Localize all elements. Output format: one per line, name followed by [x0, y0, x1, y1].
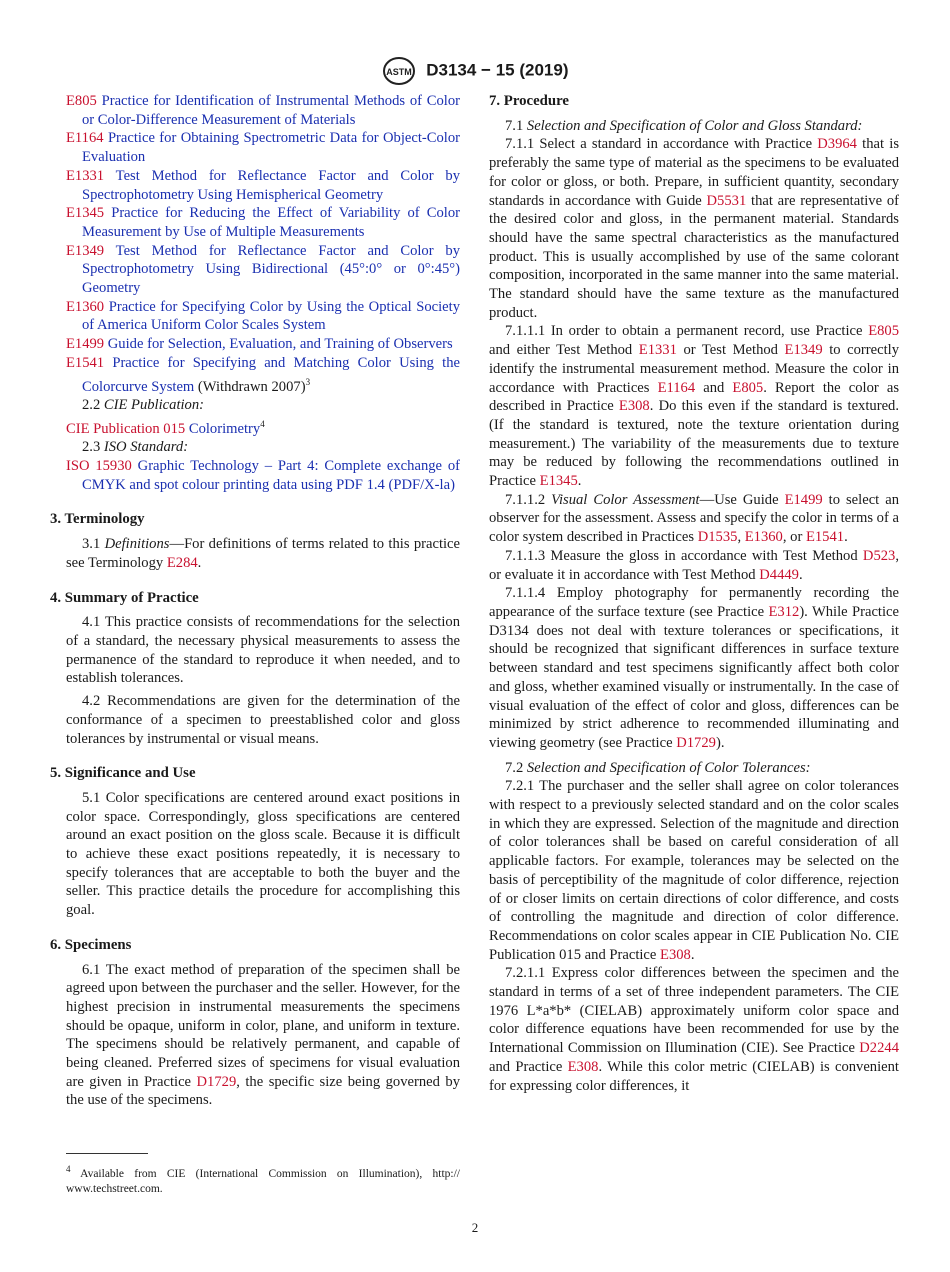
reference-code-link[interactable]: CIE Publication 015 — [66, 420, 186, 437]
footnote-marker: 3 — [305, 376, 311, 387]
reference-link[interactable]: E312 — [768, 603, 800, 620]
reference-link[interactable]: E1360 — [744, 529, 783, 546]
reference-link[interactable]: D2244 — [859, 1040, 899, 1057]
page-number: 2 — [471, 1220, 479, 1235]
left-column — [50, 92, 461, 1114]
cie-reference — [66, 415, 460, 439]
reference-item — [66, 129, 460, 166]
reference-title-link[interactable]: Practice for Specifying and Matching Color Using the Colorcurve System — [82, 354, 460, 395]
reference-title-link[interactable]: Test Method for Reflectance Factor and Color by Spectrophotometry Using Bidirectional (45°:0° or 0°:45°) Geometry — [82, 242, 460, 297]
reference-code-link[interactable]: E1349 — [66, 242, 105, 259]
footnote-marker: 4 — [260, 418, 265, 429]
paragraph: 7.2 Selection and Specification of Color Tolerances: — [505, 759, 811, 776]
paragraph: 7.1 Selection and Specification of Color and Gloss Standard: — [505, 117, 863, 134]
reference-link[interactable]: E805 — [868, 323, 899, 340]
reference-title-link[interactable]: Practice for Obtaining Spectrometric Data for Object-Color Evaluation — [82, 130, 460, 166]
paragraph: 5.1 Color specifications are centered around exact positions in color space. Correspondingly, gloss specifications are centered around an exact position on the gloss scale. Because it is difficult to achieve these exact positions repeatedly, it is necessary to specify tolerances that are acceptable to both the buyer and the seller. This practice details the procedure for accomplishing this goal. — [66, 789, 460, 919]
reference-title-link[interactable]: Practice for Reducing the Effect of Variability of Color Measurement by Use of Multiple Measurements — [82, 205, 460, 240]
reference-item — [66, 242, 460, 298]
reference-link[interactable]: D3964 — [817, 136, 857, 153]
reference-item — [66, 92, 460, 129]
reference-link[interactable]: D523 — [862, 547, 896, 564]
reference-title-link[interactable]: Practice for Identification of Instrumental Methods of Color or Color-Difference Measurement of Materials — [82, 93, 460, 128]
section-heading: 7. Procedure — [489, 93, 569, 109]
page-header — [0, 56, 950, 86]
reference-link[interactable]: E1345 — [539, 473, 578, 490]
reference-item — [66, 335, 460, 354]
paragraph: 4.1 This practice consists of recommendations for the selection of a standard, the necessary physical measurements to assess the permanence of the standard to reproduce it when needed, and to establish tolerances. — [66, 614, 460, 687]
reference-link[interactable]: D1729 — [196, 1073, 237, 1090]
section-heading: 6. Specimens — [50, 936, 132, 953]
reference-item — [66, 167, 460, 204]
paragraph: 7.1.1 Select a standard in accordance with Practice D3964 that is preferably the same type of material as the specimens to be evaluated for color or gloss, or both. Prepare, in sufficient quantity, secondary standards in accordance with Guide D5531 that are representative of the desired color and gloss, in the permanent material. Standards should have the same spectral characteristics as the manufactured product. This is usually accomplished by use of the same colorant composition, incorporated in the same manner into the same material. The standard should have the same texture as the manufactured product. — [489, 136, 899, 321]
reference-code-link[interactable]: ISO 15930 — [66, 458, 132, 475]
right-column — [489, 92, 899, 1095]
footnote: $^4$ Available from CIE (International Commission on Illumination), http:// www.techstreet.com. — [66, 1164, 460, 1195]
reference-code-link[interactable]: E1331 — [66, 167, 105, 184]
withdrawn-note: (Withdrawn 2007) — [194, 378, 306, 395]
reference-code-link[interactable]: E805 — [66, 93, 97, 109]
paragraph: 4.2 Recommendations are given for the determination of the conformance of a specimen to preestablished color and gloss tolerances by instrumental or visual means. — [66, 693, 460, 747]
reference-link[interactable]: D5531 — [706, 192, 747, 209]
paragraph: 7.1.1.2 Visual Color Assessment—Use Guide E1499 to select an observer for the assessment. Assess and specify the color in terms of a color system described in Practices D1535, E1360, or E1541. — [489, 491, 899, 546]
reference-item — [66, 204, 460, 241]
paragraph: 7.1.1.3 Measure the gloss in accordance with Test Method D523, or evaluate it in accordance with Test Method D4449. — [489, 547, 899, 583]
paragraph: 7.2.1.1 Express color differences between the specimen and the standard in terms of a set of three independent parameters. The CIE 1976 L*a*b* (CIELAB) approximately uniform color space and color difference equations have been recommended for use by the International Commission on Illumination (CIE). See Practice D2244 and Practice E308. While this color metric (CIELAB) is convenient for expressing color differences, it — [489, 965, 899, 1094]
reference-link[interactable]: E805 — [732, 379, 764, 396]
reference-list — [66, 92, 460, 494]
reference-code-link[interactable]: E1541 — [66, 354, 105, 371]
section-heading: 4. Summary of Practice — [50, 589, 199, 606]
reference-title-link[interactable]: Test Method for Reflectance Factor and Color by Spectrophotometry Using Hemispherical Geometry — [82, 167, 460, 203]
reference-link[interactable]: E308 — [660, 946, 691, 963]
reference-title-link[interactable]: Graphic Technology – Part 4: Complete exchange of CMYK and spot colour printing data using PDF 1.4 (PDF/X-la) — [82, 458, 460, 493]
reference-item — [66, 298, 460, 335]
paragraph: 7.1.1.4 Employ photography for permanently recording the appearance of the surface texture (see Practice E312). While Practice D3134 does not deal with texture tolerances or specifications, it should be recognized that significant differences in surface texture between standard and test specimens significantly affect both color and gloss, whether examined visually or instrumentally. In the case of visual evaluation of the effect of color and gloss, differences can be minimized by strict adherence to recommended illuminating and viewing geometry (see Practice D1729). — [489, 585, 899, 751]
reference-link[interactable]: E1499 — [784, 491, 823, 508]
reference-code-link[interactable]: E1164 — [66, 130, 104, 147]
iso-reference — [66, 457, 460, 494]
reference-title-link[interactable]: Practice for Specifying Color by Using the Optical Society of America Uniform Color Scales System — [82, 298, 461, 334]
reference-link[interactable]: E308 — [567, 1058, 599, 1075]
reference-link[interactable]: D4449 — [759, 566, 799, 583]
paragraph: 6.1 The exact method of preparation of the specimen shall be agreed upon between the purchaser and the seller. However, for the highest precision in instrumental measurements the specimens should be opaque, uniform in color, plane, and uniform in texture. The specimens should be relatively permanent, and capable of being cleaned. Preferred sizes of specimens for visual evaluation are given in Practice D1729, the specific size being governed by the use of the specimens. — [66, 961, 460, 1109]
reference-code-link[interactable]: E1360 — [66, 298, 105, 315]
reference-link[interactable]: E1164 — [657, 379, 696, 396]
reference-item — [66, 354, 460, 396]
footnote-divider — [66, 1153, 148, 1154]
reference-link[interactable]: E1349 — [784, 342, 823, 359]
paragraph: 3.1 Definitions—For definitions of terms related to this practice see Terminology E284. — [66, 536, 461, 571]
reference-link[interactable]: E1541 — [805, 529, 845, 546]
reference-link[interactable]: E284 — [166, 554, 198, 571]
reference-code-link[interactable]: E1345 — [66, 205, 105, 222]
reference-link[interactable]: E1331 — [638, 342, 677, 359]
reference-title-link[interactable]: Colorimetry — [185, 420, 261, 437]
astm-logo-icon — [382, 56, 416, 86]
document-id: D3134 − 15 (2019) — [426, 60, 569, 80]
paragraph: 7.1.1.1 In order to obtain a permanent record, use Practice E805 and either Test Method E1331 or Test Method E1349 to correctly identify the instrumental measurement method. Measure the color in accordance with Practices E1164 and E805. Report the color as described in Practice E308. Do this even if the standard is textured. (If the standard is textured, note the texture orientation during measurement.) The variability of the measurements due to texture may be reduced by following the recommendations outlined in Practice E1345. — [489, 323, 900, 490]
reference-code-link[interactable]: E1499 — [66, 336, 105, 353]
section-2-2: 2.2 CIE Publication: — [82, 397, 205, 414]
section-heading: 5. Significance and Use — [50, 765, 196, 782]
reference-link[interactable]: D1535 — [697, 529, 738, 546]
reference-link[interactable]: D1729 — [676, 734, 716, 751]
svg-text:ASTM: ASTM — [385, 67, 412, 77]
reference-link[interactable]: E308 — [618, 398, 650, 415]
section-heading: 3. Terminology — [50, 511, 145, 528]
paragraph: 7.2.1 The purchaser and the seller shall agree on color tolerances with respect to a previously selected standard and on the color scales in which they are expressed. Selection of the magnitude and direction of color tolerances shall be based on careful consideration of all applicable factors. For example, tolerances may be selected on the basis of perceptibility of the magnitude of color difference, rejection of or closer limits on certain directions of color difference, and costs of controlling the magnitude and direction of color difference. Recommendations on color scales appear in CIE Publication No. CIE Publication 015 and Practice E308. — [489, 778, 899, 963]
reference-title-link[interactable]: Guide for Selection, Evaluation, and Training of Observers — [107, 336, 453, 353]
section-2-3: 2.3 ISO Standard: — [82, 439, 189, 456]
